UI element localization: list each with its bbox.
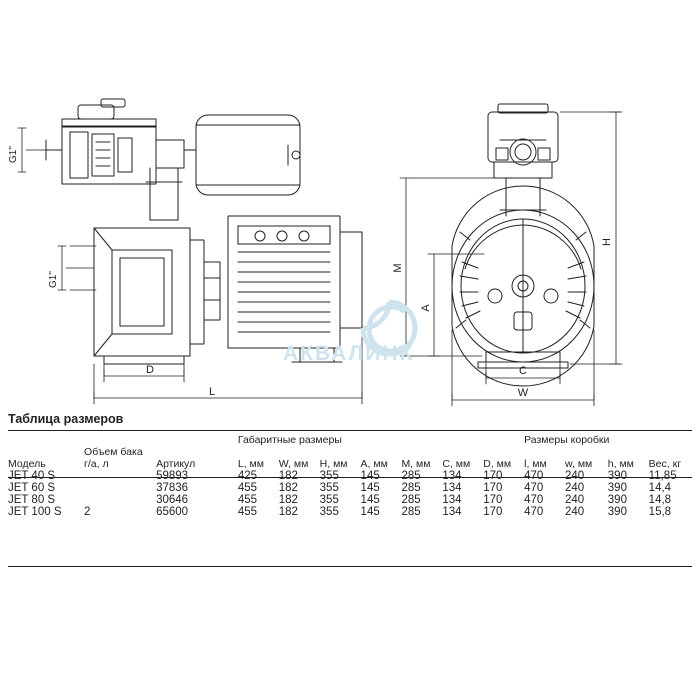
dim-g1-bottom: [58, 246, 96, 290]
label-m: M: [392, 263, 404, 273]
cell-l: 455: [237, 506, 258, 519]
label-g1-top: G1": [8, 146, 19, 163]
cell-h: 355: [319, 470, 339, 483]
cell-h: 355: [319, 506, 339, 519]
cell-m: 285: [401, 506, 421, 519]
col-box-h: h, мм: [607, 458, 634, 471]
cell-m: 285: [401, 494, 421, 507]
table-row: [8, 470, 692, 482]
col-tank-line1: Объем бака: [84, 446, 143, 458]
cell-a: 145: [360, 506, 380, 519]
cell-box-w: 240: [565, 470, 585, 483]
col-a: A, мм: [360, 458, 388, 471]
spacer-tank: [84, 434, 156, 446]
cell-model: JET 100 S: [8, 506, 62, 519]
cell-c: 134: [442, 482, 462, 495]
cell-box-w: 240: [565, 494, 585, 507]
col-l: L, мм: [237, 458, 264, 471]
spacer-c: [442, 434, 483, 446]
cell-l: 455: [237, 482, 258, 495]
dim-g1-top: [18, 128, 46, 172]
cell-a: 145: [360, 482, 380, 495]
cell-weight: 14,8: [648, 494, 672, 507]
group-box-dimensions: Размеры коробки: [524, 434, 610, 446]
cell-l: 455: [237, 494, 258, 507]
table-title: Таблица размеров: [8, 412, 124, 426]
group-overall-dimensions: Габаритные размеры: [237, 434, 342, 446]
col-tank: [84, 446, 156, 470]
dim-d: [104, 364, 184, 382]
col-tank-line2: г/а, л: [84, 458, 109, 471]
cell-box-w: 240: [565, 482, 585, 495]
cell-c: 134: [442, 506, 462, 519]
cell-article: 37836: [156, 482, 189, 495]
table-rule-bottom: [8, 566, 692, 567]
cell-model: JET 40 S: [8, 470, 56, 483]
motor-side: [228, 216, 362, 362]
label-w: W: [517, 387, 529, 399]
col-weight: Вес, кг: [648, 458, 682, 471]
col-c: C, мм: [442, 458, 471, 471]
cell-c: 134: [442, 470, 462, 483]
spacer-a: [361, 434, 402, 446]
col-m: M, мм: [401, 458, 431, 471]
cell-box-l: 470: [524, 470, 544, 483]
col-box-w: w, мм: [565, 458, 593, 471]
label-c: C: [519, 365, 527, 377]
spacer-article: [156, 434, 238, 446]
dim-h: [560, 112, 622, 364]
cell-d: 170: [483, 494, 503, 507]
cell-l: 425: [237, 470, 258, 483]
cell-article: 30646: [156, 494, 189, 507]
cell-weight: 11,85: [648, 470, 677, 483]
cell-model: JET 60 S: [8, 482, 56, 495]
pressure-tank: [196, 115, 300, 195]
cell-box-w: 240: [565, 506, 585, 519]
spacer-model: [8, 434, 84, 446]
col-h: H, мм: [319, 458, 348, 471]
cell-article: 65600: [156, 506, 189, 519]
cell-box-l: 470: [524, 494, 544, 507]
col-box-l: l, мм: [524, 458, 547, 471]
cell-d: 170: [483, 482, 503, 495]
cell-tank-volume: 2: [84, 506, 91, 519]
cell-h: 355: [319, 494, 339, 507]
cell-w: 182: [278, 506, 298, 519]
spacer-m: [401, 434, 442, 446]
cell-model: JET 80 S: [8, 494, 56, 507]
cell-box-h: 390: [607, 470, 627, 483]
table-group-header-row: [8, 434, 692, 446]
watermark-text: АКВАЛИНК: [283, 342, 415, 365]
col-model: Модель: [8, 458, 46, 471]
cell-article: 59893: [156, 470, 189, 483]
riser-pipe: [146, 168, 182, 220]
table-body: [8, 470, 692, 518]
table-rule-top: [8, 430, 692, 431]
dim-m: [400, 178, 494, 356]
cell-weight: 15,8: [648, 506, 672, 519]
cell-w: 182: [278, 470, 298, 483]
cell-m: 285: [401, 470, 421, 483]
pump-body-side: [94, 228, 220, 356]
label-d: D: [146, 364, 154, 376]
cell-box-h: 390: [607, 482, 627, 495]
label-h: H: [601, 238, 613, 246]
cell-box-l: 470: [524, 482, 544, 495]
label-a: A: [420, 304, 432, 312]
pressure-switch-box: [46, 99, 196, 184]
cell-m: 285: [401, 482, 421, 495]
table-header-row: [8, 446, 692, 470]
cell-h: 355: [319, 482, 339, 495]
cell-d: 170: [483, 506, 503, 519]
cell-a: 145: [360, 494, 380, 507]
label-l: L: [208, 386, 216, 398]
col-article: Артикул: [156, 458, 196, 471]
cell-w: 182: [278, 482, 298, 495]
cell-weight: 14,4: [648, 482, 672, 495]
cell-d: 170: [483, 470, 503, 483]
col-w: W, мм: [278, 458, 309, 471]
col-d: D, мм: [483, 458, 512, 471]
base-feet-side: [104, 356, 184, 364]
cell-c: 134: [442, 494, 462, 507]
dimensions-table: [8, 434, 692, 518]
label-g1-bottom: G1": [48, 271, 59, 288]
pump-front-view: [452, 104, 594, 386]
cell-a: 145: [360, 470, 380, 483]
spacer-weight: [649, 434, 692, 446]
spacer-d: [483, 434, 524, 446]
cell-box-h: 390: [607, 506, 627, 519]
cell-w: 182: [278, 494, 298, 507]
cell-box-l: 470: [524, 506, 544, 519]
cell-box-h: 390: [607, 494, 627, 507]
